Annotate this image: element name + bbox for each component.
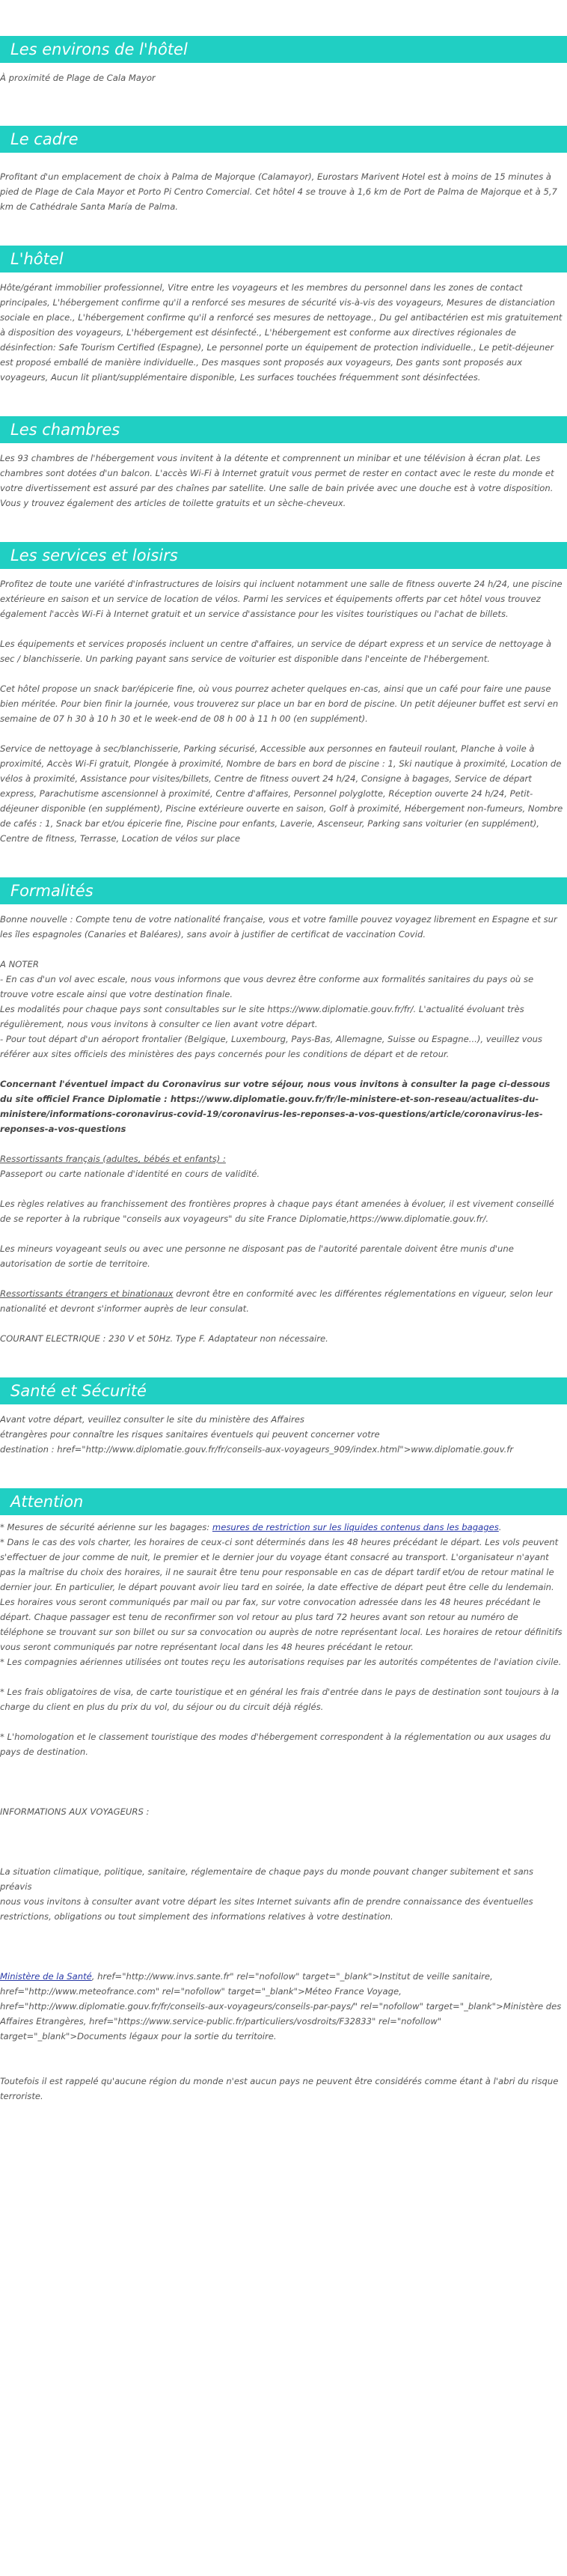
formalites-ressortissants-fr-text: Passeport ou carte nationale d'identité en cours de validité.: [0, 1169, 260, 1179]
ministere-sante-link[interactable]: Ministère de la Santé: [0, 1971, 92, 1982]
formalites-ressortissants-et-text: devront être en conformité avec les différentes réglementations en vigueur, selon leur nationalité et devront s'informer auprès de leur consulat.: [0, 1288, 553, 1314]
cadre-text: Profitant d'un emplacement de choix à Palma de Majorque (Calamayor), Eurostars Marivent Hotel est à moins de 15 minutes à pied de Plage de Cala Mayor et Porto Pi Centro Comercial. Cet hôtel 4 se trouve à 1,6 km de Port de Palma de Majorque et à 5,7 km de Cathédrale Santa María de Palma.: [0, 171, 557, 212]
formalites-a-noter: A NOTER: [0, 959, 39, 969]
section-formalites: [0, 877, 567, 1346]
attention-terrorisme: Toutefois il est rappelé qu'aucune région du monde n'est aucun pays ne peuvent être considérés comme étant à l'abri du risque terroriste.: [0, 2076, 559, 2101]
formalites-ressortissants-et-label: Ressortissants étrangers et binationaux: [0, 1288, 174, 1299]
sante-line-2: étrangères pour connaître les risques sanitaires éventuels qui peuvent concerner votre: [0, 1429, 380, 1440]
attention-vols-charter: * Dans le cas des vols charter, les horaires de ceux-ci sont déterminés dans les 48 heures précédant le départ. Les vols peuvent s'effectuer de jour comme de nuit, le premier et le dernier jour du voyage étant consacré au transport. L'organisateur n'ayant pas la maîtrise du choix des horaires, il ne saurait être tenu pour responsable en cas de départ tardif et/ou de retour matinal le dernier jour. En particulier, le départ pouvant avoir lieu tard en soirée, la date effective de départ peut être celle du lendemain. Les horaires vous seront communiqués par mail ou par fax, sur votre convocation adressée dans les 48 heures précédant le départ. Chaque passager est tenu de reconfirmer son vol retour au plus tard 72 heures avant son retour au numéro de téléphone se trouvant sur son billet ou sur sa convocation ou auprès de notre représentant local. Les horaires de retour définitifs vous seront communiqués par notre représentant local dans les 48 heures précédant le retour.: [0, 1537, 563, 1652]
attention-situation-2: nous vous invitons à consulter avant votre départ les sites Internet suivants afin de prendre connaissance des éventuelles restrictions, obligations ou tout simplement des informations relatives à votre destination.: [0, 1896, 533, 1922]
section-title-services: Les services et loisirs: [0, 542, 567, 569]
section-title-chambres: Les chambres: [0, 416, 567, 443]
services-paragraph-3: Cet hôtel propose un snack bar/épicerie fine, où vous pourrez acheter quelques en-cas, ainsi que un café pour faire une pause bien méritée. Pour bien finir la journée, vous trouverez sur place un bar en bord de piscine. Un petit déjeuner buffet est servi en semaine de 07 h 30 à 10 h 30 et le week-end de 08 h 00 à 11 h 00 (en supplément).: [0, 683, 559, 724]
section-chambres: [0, 416, 567, 511]
chambres-text: Les 93 chambres de l'hébergement vous invitent à la détente et comprennent un minibar et une télévision à écran plat. Les chambres sont dotées d'un balcon. L'accès Wi-Fi à Internet gratuit vous permet de rester en contact avec le reste du monde et votre divertissement est assuré par des chaînes par satellite. Une salle de bain privée avec une douche est à votre disposition. Vous y trouvez également des articles de toilette gratuits et un sèche-cheveux.: [0, 453, 554, 508]
services-paragraph-2: Les équipements et services proposés incluent un centre d'affaires, un service de départ express et un service de nettoyage à sec / blanchisserie. Un parking payant sans service de voiturier est disponible dans l'enceinte de l'hébergement.: [0, 639, 552, 664]
attention-bagages: * Mesures de sécurité aérienne sur les bagages: mesures de restriction sur les liquides contenus dans les bagages.: [0, 1522, 502, 1532]
formalites-ressortissants-fr-label: Ressortissants français (adultes, bébés et enfants) :: [0, 1154, 226, 1164]
attention-homologation: * L'homologation et le classement touristique des modes d'hébergement correspondent à la réglementation ou aux usages du pays de destination.: [0, 1732, 551, 1757]
formalites-modalites: Les modalités pour chaque pays sont consultables sur le site https://www.diplomatie.gouv.fr/fr/. L'actualité évoluant très régulièrement, nous vous invitons à consulter ce lien avant votre départ.: [0, 1004, 524, 1029]
section-cadre: [0, 126, 567, 214]
section-title-attention: Attention: [0, 1488, 567, 1515]
attention-informations-voyageurs: INFORMATIONS AUX VOYAGEURS :: [0, 1806, 150, 1817]
sante-line-1: Avant votre départ, veuillez consulter le site du ministère des Affaires: [0, 1414, 304, 1425]
environs-text: À proximité de Plage de Cala Mayor: [0, 73, 156, 83]
formalites-mineurs: Les mineurs voyageant seuls ou avec une personne ne disposant pas de l'autorité parentale doivent être munis d'une autorisation de sortie de territoire.: [0, 1243, 514, 1269]
attention-frais-visa: * Les frais obligatoires de visa, de carte touristique et en général les frais d'entrée dans le pays de destination sont toujours à la charge du client en plus du prix du vol, du séjour ou du circuit déjà réglés.: [0, 1687, 560, 1712]
section-sante: [0, 1377, 567, 1457]
section-hotel: [0, 246, 567, 385]
attention-situation-1: La situation climatique, politique, sanitaire, réglementaire de chaque pays du monde pouvant changer subitement et sans préavis: [0, 1866, 534, 1892]
section-services: [0, 542, 567, 846]
liquides-restriction-link[interactable]: mesures de restriction sur les liquides contenus dans les bagages: [212, 1522, 499, 1532]
section-title-hotel: L'hôtel: [0, 246, 567, 272]
services-amenities-list: Service de nettoyage à sec/blanchisserie, Parking sécurisé, Accessible aux personnes en fauteuil roulant, Planche à voile à proximité, Accès Wi-Fi gratuit, Plongée à proximité, Nombre de bars en bord de piscine : 1, Ski nautique à proximité, Location de vélos à proximité, Assistance pour visites/billets, Centre de fitness ouvert 24 h/24, Consigne à bagages, Service de départ express, Parachutisme ascensionnel à proximité, Centre d'affaires, Personnel polyglotte, Réception ouverte 24 h/24, Petit-déjeuner disponible (en supplément), Piscine extérieure ouverte en saison, Golf à proximité, Hébergement non-fumeurs, Nombre de cafés : 1, Snack bar et/ou épicerie fine, Piscine pour enfants, Laverie, Ascenseur, Parking sans voiturier (en supplément), Centre de fitness, Terrasse, Location de vélos sur place: [0, 743, 563, 844]
formalites-regles: Les règles relatives au franchissement des frontières propres à chaque pays étant amenées à évoluer, il est vivement conseillé de se reporter à la rubrique "conseils aux voyageurs" du site France Diplomatie,https://www.diplomatie.gouv.fr/.: [0, 1199, 554, 1224]
formalites-aeroport: - Pour tout départ d'un aéroport frontalier (Belgique, Luxembourg, Pays-Bas, Allemagne, Suisse ou Espagne...), veuillez vous référer aux sites officiels des ministères des pays concernés pour les conditions de départ et de retour.: [0, 1034, 542, 1059]
formalites-ressortissants-etrangers: [0, 1286, 564, 1316]
formalites-coronavirus: Concernant l'éventuel impact du Coronavirus sur votre séjour, nous vous invitons à consulter la page ci-dessous du site officiel France Diplomatie : https://www.diplomatie.gouv.fr/fr/le-ministere-et-son-reseau/actualites-du-ministere/informations-coronavirus-covid-19/coronavirus-les-reponses-a-vos-questions/article/coronavirus-les-reponses-a-vos-questions: [0, 1079, 551, 1134]
formalites-intro: Bonne nouvelle : Compte tenu de votre nationalité française, vous et votre famille pouvez voyagez librement en Espagne et sur les îles espagnoles (Canaries et Baléares), sans avoir à justifier de certificat de vaccination Covid.: [0, 914, 557, 940]
section-title-formalites: Formalités: [0, 877, 567, 904]
attention-liens: Ministère de la Santé, href="http://www.invs.sante.fr" rel="nofollow" target="_blank">Institut de veille sanitaire, href="http://www.meteofrance.com" rel="nofollow" target="_blank">Méteo France Voyage, href="http://www.diplomatie.gouv.fr/fr/conseils-aux-voyageurs/conseils-par-pays/" rel="nofollow" target="_blank">Ministère des Affaires Etrangères, href="https://www.service-public.fr/particuliers/vosdroits/F32833" rel="nofollow" target="_blank">Documents légaux pour la sortie du territoire.: [0, 1971, 562, 2041]
section-title-sante: Santé et Sécurité: [0, 1377, 567, 1404]
section-title-environs: Les environs de l'hôtel: [0, 36, 567, 63]
attention-compagnies: * Les compagnies aériennes utilisées ont toutes reçu les autorisations requises par les autorités compétentes de l'aviation civile.: [0, 1657, 562, 1667]
section-environs: [0, 0, 567, 85]
sante-line-3: destination : href="http://www.diplomatie.gouv.fr/fr/conseils-aux-voyageurs_909/index.html">www.diplomatie.gouv.fr: [0, 1444, 514, 1455]
services-paragraph-1: Profitez de toute une variété d'infrastructures de loisirs qui incluent notamment une salle de fitness ouverte 24 h/24, une piscine extérieure en saison et un service de location de vélos. Parmi les services et équipements offerts par cet hôtel vous trouvez également l'accès Wi-Fi à Internet gratuit et un service d'assistance pour les visites touristiques ou l'achat de billets.: [0, 579, 563, 619]
section-title-cadre: Le cadre: [0, 126, 567, 153]
formalites-courant: COURANT ELECTRIQUE : 230 V et 50Hz. Type F. Adaptateur non nécessaire.: [0, 1333, 328, 1344]
formalites-escale: - En cas d'un vol avec escale, nous vous informons que vous devrez être conforme aux formalités sanitaires du pays où se trouve votre escale ainsi que votre destination finale.: [0, 974, 534, 999]
section-attention: [0, 1488, 567, 2104]
hotel-text: Hôte/gérant immobilier professionnel, Vitre entre les voyageurs et les membres du personnel dans les zones de contact principales, L'hébergement confirme qu'il a renforcé ses mesures de sécurité vis-à-vis des voyageurs, Mesures de distanciation sociale en place., L'hébergement confirme qu'il a renforcé ses mesures de nettoyage., Du gel antibactérien est mis gratuitement à disposition des voyageurs, L'hébergement est désinfecté., L'hébergement est conforme aux directives régionales de désinfection: Safe Tourism Certified (Espagne), Le personnel porte un équipement de protection individuelle., Le petit-déjeuner est proposé emballé de manière individuelle., Des masques sont proposés aux voyageurs, Des gants sont proposés aux voyageurs, Aucun lit pliant/supplémentaire disponible, Les surfaces touchées fréquemment sont désinfectées.: [0, 282, 563, 383]
